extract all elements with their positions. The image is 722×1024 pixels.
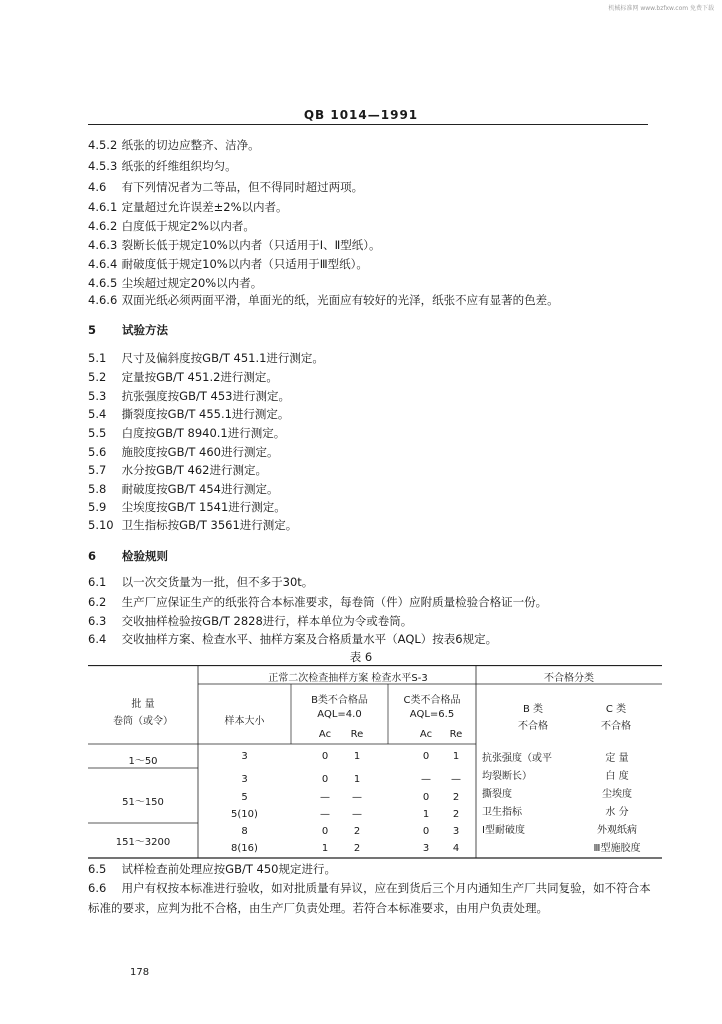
table-c-item: 定 量 bbox=[605, 753, 629, 764]
table-cell-b-ac: 0 bbox=[321, 774, 329, 785]
clause-line: 6.3 交收抽样检验按GB/T 2828进行，样本单位为令或卷筒。 bbox=[88, 614, 413, 628]
clause-line: 5.10 卫生指标按GB/T 3561进行测定。 bbox=[88, 518, 298, 532]
table-cell-sample: 8 bbox=[241, 826, 248, 837]
table-b-item: Ⅰ型耐破度 bbox=[482, 825, 525, 836]
header-rule bbox=[88, 124, 648, 125]
table-c-item: Ⅲ型施胶度 bbox=[593, 843, 641, 854]
table-cell-sample: 5 bbox=[241, 792, 248, 803]
table-cell-sample: 5(10) bbox=[231, 809, 258, 820]
table-header-c-defective: C类不合格品 bbox=[403, 695, 461, 706]
table-batch-range: 151～3200 bbox=[115, 837, 171, 848]
table-c-item: 白 度 bbox=[605, 771, 629, 782]
table-header-batch: 批 量 bbox=[131, 699, 155, 710]
table-header-b-defective: B类不合格品 bbox=[311, 695, 368, 706]
clause-line: 4.6.2 白度低于规定2%以内者。 bbox=[88, 219, 255, 233]
table-cell-c-ac: 3 bbox=[422, 843, 430, 854]
table-cell-c-ac: — bbox=[421, 774, 431, 785]
table-batch-range: 51～150 bbox=[122, 797, 164, 808]
table-cell-c-re: 3 bbox=[452, 826, 460, 837]
clause-line: 5.4 撕裂度按GB/T 455.1进行测定。 bbox=[88, 407, 290, 421]
table-header-sampling-plan: 正常二次检查抽样方案 检查水平S-3 bbox=[268, 673, 428, 684]
table-cell-c-ac: 0 bbox=[422, 826, 430, 837]
table-c-item: 外观纸病 bbox=[597, 825, 637, 836]
clause-line: 4.6.3 裂断长低于规定10%以内者（只适用于Ⅰ、Ⅱ型纸）。 bbox=[88, 238, 381, 252]
table-header-ac: Ac bbox=[318, 729, 332, 740]
table-cell-b-re: — bbox=[352, 809, 362, 820]
clause-line: 6.2 生产厂应保证生产的纸张符合本标准要求，每卷筒（件）应附质量检验合格证一份。 bbox=[88, 595, 548, 609]
table-cell-sample: 3 bbox=[241, 774, 248, 785]
clause-line: 5.9 尘埃度按GB/T 1541进行测定。 bbox=[88, 500, 286, 514]
clause-line: 6.4 交收抽样方案、检查水平、抽样方案及合格质量水平（AQL）按表6规定。 bbox=[88, 632, 498, 646]
clause-line: 4.6.6 双面光纸必须两面平滑，单面光的纸，光面应有较好的光泽，纸张不应有显著的色差。 bbox=[88, 293, 559, 307]
table-cell-c-re: 2 bbox=[452, 809, 460, 820]
clause-line: 5.8 耐破度按GB/T 454进行测定。 bbox=[88, 482, 279, 496]
clause-line: 5.5 白度按GB/T 8940.1进行测定。 bbox=[88, 426, 286, 440]
table-cell-c-ac: 1 bbox=[422, 809, 430, 820]
table-c-item: 尘埃度 bbox=[602, 789, 632, 800]
table-b-item: 卫生指标 bbox=[482, 807, 522, 818]
table-cell-b-re: — bbox=[352, 792, 362, 803]
clause-line: 5.7 水分按GB/T 462进行测定。 bbox=[88, 463, 267, 477]
table-cell-b-re: 2 bbox=[353, 826, 361, 837]
table-b-item: 撕裂度 bbox=[482, 789, 512, 800]
clause-line: 6.5 试样检查前处理应按GB/T 450规定进行。 bbox=[88, 862, 336, 876]
section-heading: 6 检验规则 bbox=[88, 549, 169, 563]
clause-line: 5.2 定量按GB/T 451.2进行测定。 bbox=[88, 370, 278, 384]
table-cell-b-ac: — bbox=[320, 809, 330, 820]
table-cell-c-re: 2 bbox=[452, 792, 460, 803]
table-header-nonconformity: 不合格分类 bbox=[544, 673, 594, 684]
table-cell-b-re: 1 bbox=[353, 751, 361, 762]
table-cell-c-re: 4 bbox=[452, 843, 460, 854]
table-cell-b-ac: 0 bbox=[321, 826, 329, 837]
section-heading: 5 试验方法 bbox=[88, 323, 169, 337]
table-cell-sample: 3 bbox=[241, 751, 248, 762]
clause-line: 6.1 以一次交货量为一批，但不多于30t。 bbox=[88, 575, 314, 589]
table-header-c-class: C 类 bbox=[605, 704, 627, 715]
table-title: 表 6 bbox=[349, 650, 373, 664]
page-header-title: QB 1014—1991 bbox=[303, 108, 419, 122]
table-cell-sample: 8(16) bbox=[231, 843, 258, 854]
clause-line: 4.5.2 纸张的切边应整齐、洁净。 bbox=[88, 138, 260, 152]
table-cell-b-ac: — bbox=[320, 792, 330, 803]
table-cell-b-re: 2 bbox=[353, 843, 361, 854]
clause-paragraph: 6.6 用户有权按本标准进行验收，如对批质量有异议，应在到货后三个月内通知生产厂共同复验，如不符合本标准的要求，应判为批不合格，由生产厂负责处理。若符合本标准要求，由用户负责处理。 bbox=[88, 881, 651, 915]
table-cell-c-ac: 0 bbox=[422, 792, 430, 803]
table-cell-c-ac: 0 bbox=[422, 751, 430, 762]
table-cell-c-re: — bbox=[451, 774, 461, 785]
table-cell-b-ac: 0 bbox=[321, 751, 329, 762]
table-header-b-class: B 类 bbox=[522, 704, 544, 715]
table-header-re: Re bbox=[449, 729, 463, 740]
table-cell-b-ac: 1 bbox=[321, 843, 329, 854]
clause-line: 5.3 抗张强度按GB/T 453进行测定。 bbox=[88, 389, 290, 403]
table-header-batch-unit: 卷筒（或令） bbox=[113, 716, 173, 727]
clause-line: 5.1 尺寸及偏斜度按GB/T 451.1进行测定。 bbox=[88, 351, 324, 365]
table-header-re: Re bbox=[350, 729, 364, 740]
table-header-sample-size: 样本大小 bbox=[224, 716, 265, 727]
watermark: 机械标准网 www.bzfxw.com 免费下载 bbox=[608, 5, 714, 12]
table-b-item: 抗张强度（或平 bbox=[482, 753, 552, 764]
table-cell-b-re: 1 bbox=[353, 774, 361, 785]
table-b-item: 均裂断长） bbox=[482, 771, 532, 782]
table-header-c-class-label: 不合格 bbox=[601, 721, 631, 732]
clause-line: 4.6.1 定量超过允许误差±2%以内者。 bbox=[88, 200, 288, 214]
table-header-b-aql: AQL=4.0 bbox=[317, 709, 362, 720]
clause-line: 4.6 有下列情况者为二等品，但不得同时超过两项。 bbox=[88, 180, 364, 194]
clause-line: 4.5.3 纸张的纤维组织均匀。 bbox=[88, 159, 237, 173]
clause-line: 4.6.4 耐破度低于规定10%以内者（只适用于Ⅲ型纸）。 bbox=[88, 257, 368, 271]
table-c-item: 水 分 bbox=[605, 807, 629, 818]
table-batch-range: 1～50 bbox=[128, 756, 158, 767]
table-cell-c-re: 1 bbox=[452, 751, 460, 762]
table-header-ac: Ac bbox=[419, 729, 433, 740]
clause-line: 4.6.5 尘埃超过规定20%以内者。 bbox=[88, 276, 263, 290]
clause-line: 5.6 施胶度按GB/T 460进行测定。 bbox=[88, 445, 279, 459]
page-number: 178 bbox=[130, 967, 150, 978]
table-header-c-aql: AQL=6.5 bbox=[409, 709, 455, 720]
table-header-b-class-label: 不合格 bbox=[518, 721, 548, 732]
